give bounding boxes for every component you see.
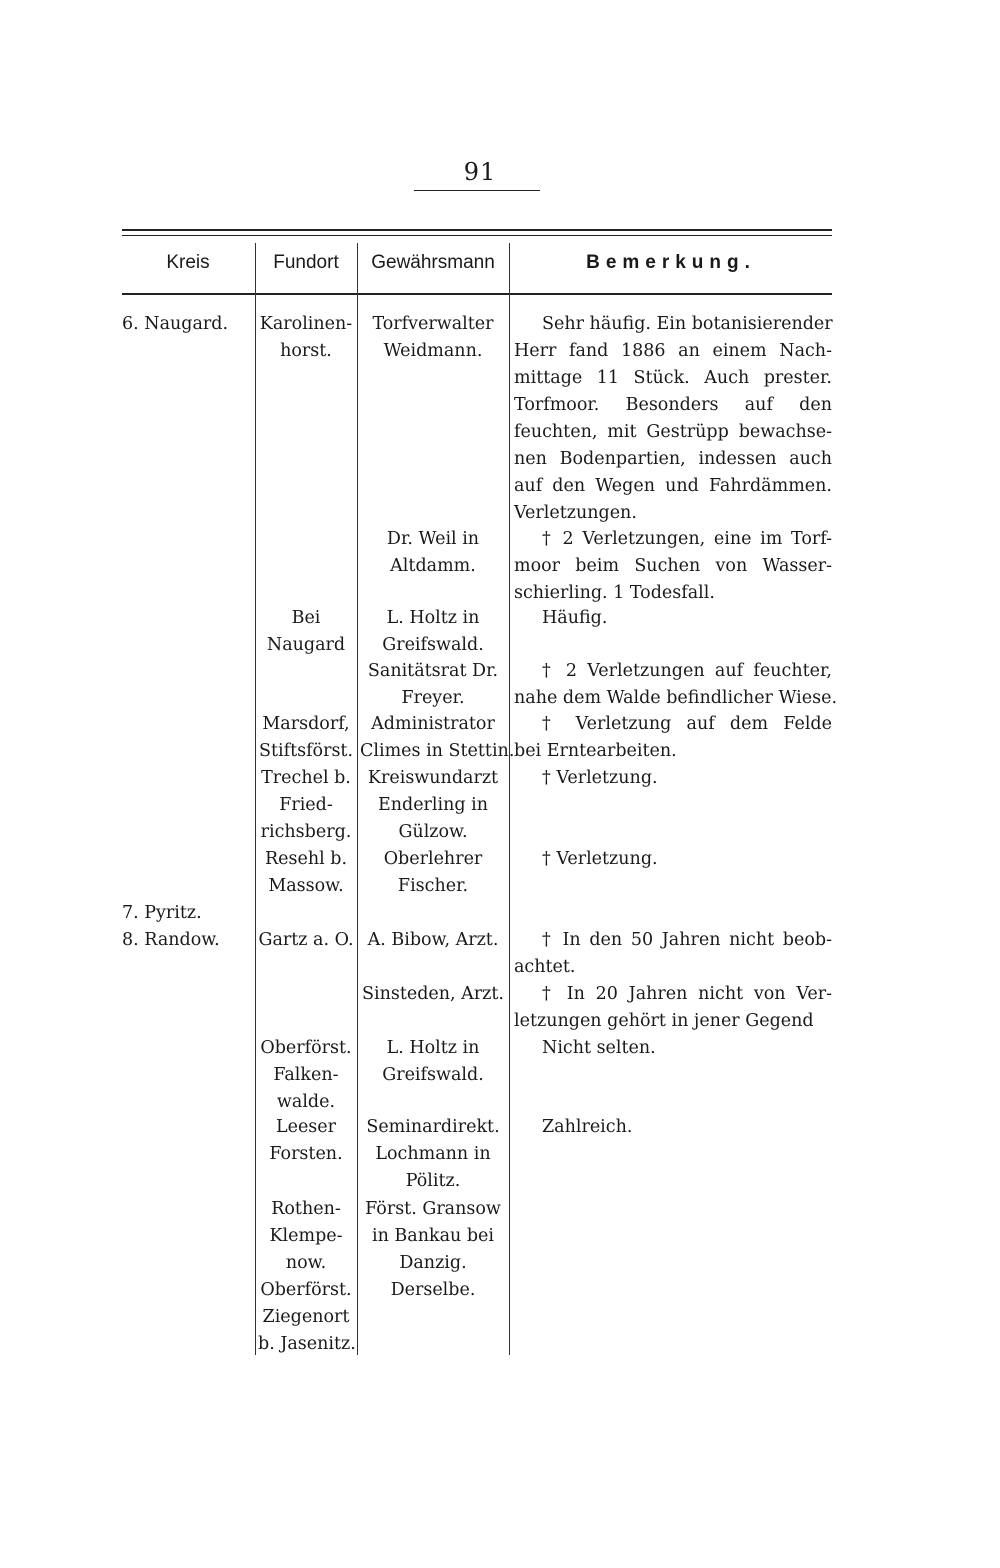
cell-bemerkung-line: Verletzungen. (514, 503, 637, 523)
table-top-rule-thin (122, 235, 832, 236)
cell-bemerkung (514, 711, 832, 738)
table-header-rule (122, 293, 832, 295)
cell-gewahrsmann: Oberlehrer (383, 849, 483, 869)
cell-bemerkung-line: Sehr häufig. Ein botanisierender (542, 314, 833, 334)
cell-gewahrsmann: Pölitz. (405, 1171, 461, 1191)
cell-bemerkung (514, 765, 832, 792)
cell-bemerkung (514, 500, 832, 527)
cell-fundort: Rothen- (271, 1199, 341, 1219)
header-kreis: Kreis (166, 252, 210, 273)
cell-fundort: Falken- (273, 1065, 339, 1085)
cell-bemerkung-line: † Verletzung. (542, 768, 658, 788)
cell-gewahrsmann: Danzig. (399, 1253, 467, 1273)
cell-bemerkung-line: feuchten, mit Gestrüpp bewachse- (514, 422, 832, 442)
cell-bemerkung (514, 1035, 832, 1062)
cell-gewahrsmann: Enderling in (377, 795, 489, 815)
cell-fundort: Naugard (266, 635, 346, 655)
cell-gewahrsmann: Torfverwalter (372, 314, 494, 334)
cell-fundort: Bei (291, 608, 321, 628)
cell-bemerkung (514, 1008, 832, 1035)
cell-bemerkung (514, 738, 832, 765)
column-divider-1 (255, 243, 256, 1355)
cell-gewahrsmann: in Bankau bei (371, 1226, 495, 1246)
header-fundort: Fundort (273, 252, 339, 273)
cell-bemerkung (514, 846, 832, 873)
cell-bemerkung-line: Torfmoor. Besonders auf den (514, 395, 832, 415)
cell-fundort: richsberg. (260, 822, 352, 842)
cell-fundort: Ziegenort (262, 1307, 350, 1327)
page-number: 91 (463, 158, 497, 186)
cell-gewahrsmann: Weidmann. (383, 341, 483, 361)
cell-fundort: Stiftsförst. (258, 741, 354, 761)
cell-gewahrsmann: Gülzow. (398, 822, 468, 842)
cell-bemerkung-line: achtet. (514, 957, 576, 977)
cell-fundort: b. Jasenitz. (258, 1334, 356, 1354)
cell-gewahrsmann: L. Holtz in (386, 608, 480, 628)
cell-bemerkung-line: schierling. 1 Todesfall. (514, 583, 715, 603)
cell-fundort: Marsdorf, (262, 714, 350, 734)
cell-fundort: Trechel b. (261, 768, 351, 788)
cell-bemerkung-line: letzungen gehört in jener Gegend (514, 1011, 814, 1031)
cell-kreis: 6. Naugard. (122, 314, 229, 334)
cell-fundort: Oberförst. (260, 1038, 352, 1058)
cell-fundort: Fried- (279, 795, 333, 815)
cell-gewahrsmann: Altdamm. (390, 556, 476, 576)
cell-gewahrsmann: Greifswald. (382, 1065, 484, 1085)
cell-bemerkung (514, 392, 832, 419)
page-number-rule (414, 190, 540, 191)
cell-bemerkung (514, 580, 832, 607)
cell-bemerkung-line: auf den Wegen und Fahrdämmen. (514, 476, 832, 496)
cell-gewahrsmann: Greifswald. (382, 635, 484, 655)
cell-bemerkung (514, 473, 832, 500)
cell-bemerkung-line: † 2 Verletzungen auf feuchter, (542, 661, 832, 681)
cell-bemerkung (514, 526, 832, 553)
cell-kreis: 7. Pyritz. (122, 903, 202, 923)
cell-fundort: now. (285, 1253, 327, 1273)
cell-fundort: Resehl b. (264, 849, 348, 869)
cell-gewahrsmann: Fischer. (397, 876, 469, 896)
cell-bemerkung (514, 927, 832, 954)
cell-bemerkung-line: Zahlreich. (542, 1117, 633, 1137)
cell-fundort: Leeser (275, 1117, 337, 1137)
cell-fundort: walde. (276, 1092, 336, 1112)
cell-bemerkung-line: bei Erntearbeiten. (514, 741, 677, 761)
cell-gewahrsmann: Administrator (371, 714, 495, 734)
cell-bemerkung-line: † In 20 Jahren nicht von Ver- (542, 984, 832, 1004)
cell-bemerkung (514, 1114, 832, 1141)
cell-fundort: Massow. (268, 876, 344, 896)
cell-bemerkung-line: nen Bodenpartien, indessen auch (514, 449, 832, 469)
cell-gewahrsmann: Lochmann in (375, 1144, 491, 1164)
cell-gewahrsmann: A. Bibow, Arzt. (367, 930, 499, 950)
cell-bemerkung (514, 658, 832, 685)
cell-bemerkung (514, 605, 832, 632)
cell-gewahrsmann: Sanitätsrat Dr. (367, 661, 499, 681)
column-divider-3 (509, 243, 510, 1355)
cell-bemerkung-line: Herr fand 1886 an einem Nach- (514, 341, 832, 361)
cell-gewahrsmann: Seminardirekt. (366, 1117, 500, 1137)
cell-fundort: Forsten. (269, 1144, 343, 1164)
cell-kreis: 8. Randow. (122, 930, 220, 950)
cell-fundort: Oberförst. (260, 1280, 352, 1300)
cell-bemerkung-line: moor beim Suchen von Wasser- (514, 556, 832, 576)
cell-bemerkung (514, 553, 832, 580)
column-divider-2 (357, 243, 358, 1355)
cell-fundort: Gartz a. O. (258, 930, 354, 950)
cell-gewahrsmann: Dr. Weil in (386, 529, 480, 549)
cell-gewahrsmann: Climes in Stettin. (360, 741, 515, 761)
cell-bemerkung-line: † 2 Verletzungen, eine im Torf- (542, 529, 832, 549)
cell-gewahrsmann: L. Holtz in (386, 1038, 480, 1058)
cell-bemerkung (514, 685, 838, 712)
cell-bemerkung (514, 338, 832, 365)
cell-bemerkung-line: mittage 11 Stück. Auch prester. (514, 368, 832, 388)
cell-gewahrsmann: Freyer. (401, 688, 465, 708)
cell-bemerkung (514, 981, 832, 1008)
cell-bemerkung-line: Häufig. (542, 608, 608, 628)
cell-bemerkung (514, 311, 832, 338)
cell-bemerkung-line: † Verletzung auf dem Felde (542, 714, 832, 734)
cell-bemerkung (514, 446, 832, 473)
table-top-rule (122, 229, 832, 231)
cell-gewahrsmann: Kreiswundarzt (367, 768, 499, 788)
cell-bemerkung-line: nahe dem Walde befindlicher Wiese. (514, 688, 838, 708)
cell-fundort: Klempe- (269, 1226, 343, 1246)
cell-gewahrsmann: Derselbe. (390, 1280, 476, 1300)
cell-bemerkung-line: Nicht selten. (542, 1038, 656, 1058)
cell-bemerkung (514, 954, 832, 981)
cell-bemerkung (514, 419, 832, 446)
cell-bemerkung (514, 365, 832, 392)
cell-gewahrsmann: Sinsteden, Arzt. (362, 984, 504, 1004)
cell-bemerkung-line: † In den 50 Jahren nicht beob- (542, 930, 832, 950)
header-bemerkung: Bemerkung. (586, 252, 756, 273)
cell-bemerkung-line: † Verletzung. (542, 849, 658, 869)
cell-gewahrsmann: Först. Gransow (365, 1199, 501, 1219)
cell-fundort: horst. (280, 341, 332, 361)
header-gewahrsmann: Gewährsmann (371, 252, 495, 273)
cell-fundort: Karolinen- (259, 314, 353, 334)
